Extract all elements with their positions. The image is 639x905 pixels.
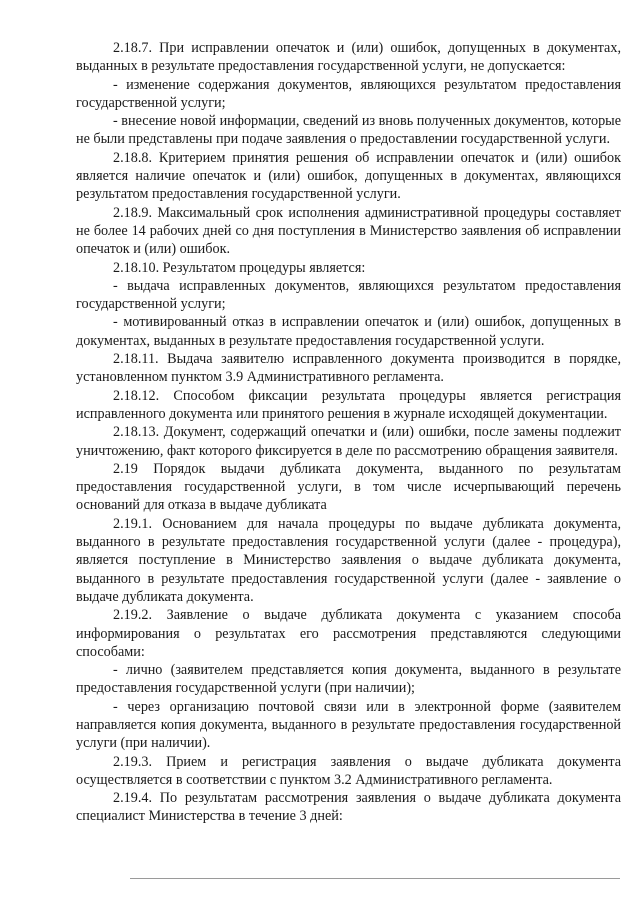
list-item-new-information: - внесение новой информации, сведений из вновь полученных документов, которые не были представлены при подаче заявления о предоставлении государственной услуги.	[76, 113, 621, 148]
list-item-change-content: - изменение содержания документов, являющихся результатом предоставления государственной услуги;	[76, 76, 621, 111]
list-item-motivated-refusal: - мотивированный отказ в исправлении опечаток и (или) ошибок, допущенных в документах, выданных в результате предоставления государственной услуги.	[76, 314, 621, 349]
list-item-in-person: - лично (заявителем представляется копия документа, выданного в результате предоставления государственной услуги (при наличии);	[76, 662, 621, 697]
list-item-by-post-or-electronic: - через организацию почтовой связи или в электронной форме (заявителем направляется копия документа, выданного в результате предоставления государственной услуги (при наличии).	[76, 698, 621, 752]
paragraph-2-18-13: 2.18.13. Документ, содержащий опечатки и (или) ошибки, после замены подлежит уничтожению, факт которого фиксируется в деле по рассмотрению обращения заявителя.	[76, 424, 621, 459]
paragraph-2-18-12: 2.18.12. Способом фиксации результата процедуры является регистрация исправленного документа или принятого решения в журнале исходящей документации.	[76, 387, 621, 422]
footer-divider	[130, 878, 620, 879]
paragraph-2-19-1: 2.19.1. Основанием для начала процедуры по выдаче дубликата документа, выданного в результате предоставления государственной услуги (далее - процедура), является поступление в Министерство заявления о выдаче дубликата документа, выданного в результате предоставления государственной услуги (далее - заявление о выдаче дубликата документа.	[76, 515, 621, 605]
paragraph-2-18-10: 2.18.10. Результатом процедуры является:	[113, 259, 366, 276]
paragraph-2-18-11: 2.18.11. Выдача заявителю исправленного документа производится в порядке, установленном пунктом 3.9 Административного регламента.	[76, 351, 621, 386]
paragraph-2-19-4: 2.19.4. По результатам рассмотрения заявления о выдаче дубликата документа специалист Министерства в течение 3 дней:	[76, 790, 621, 825]
document-body	[76, 39, 621, 826]
paragraph-2-18-7: 2.18.7. При исправлении опечаток и (или) ошибок, допущенных в документах, выданных в результате предоставления государственной услуги, не допускается:	[76, 40, 621, 75]
paragraph-2-18-9: 2.18.9. Максимальный срок исполнения административной процедуры составляет не более 14 рабочих дней со дня поступления в Министерство заявления об исправлении опечаток и (или) ошибок.	[76, 204, 621, 258]
list-item-corrected-documents: - выдача исправленных документов, являющихся результатом предоставления государственной услуги;	[76, 277, 621, 313]
paragraph-2-19-3: 2.19.3. Прием и регистрация заявления о выдаче дубликата документа осуществляется в соответствии с пунктом 3.2 Административного регламента.	[76, 753, 621, 788]
section-heading-2-19: 2.19 Порядок выдачи дубликата документа, выданного по результатам предоставления государственной услуги, в том числе исчерпывающий перечень оснований для отказа в выдаче дубликата	[76, 460, 621, 514]
paragraph-2-19-2: 2.19.2. Заявление о выдаче дубликата документа с указанием способа информирования о результатах его рассмотрения представляются следующими способами:	[76, 607, 621, 660]
paragraph-2-18-8: 2.18.8. Критерием принятия решения об исправлении опечаток и (или) ошибок является наличие опечаток и (или) ошибок, допущенных в документах, являющихся результатом предоставления государственной услуги.	[76, 149, 621, 203]
